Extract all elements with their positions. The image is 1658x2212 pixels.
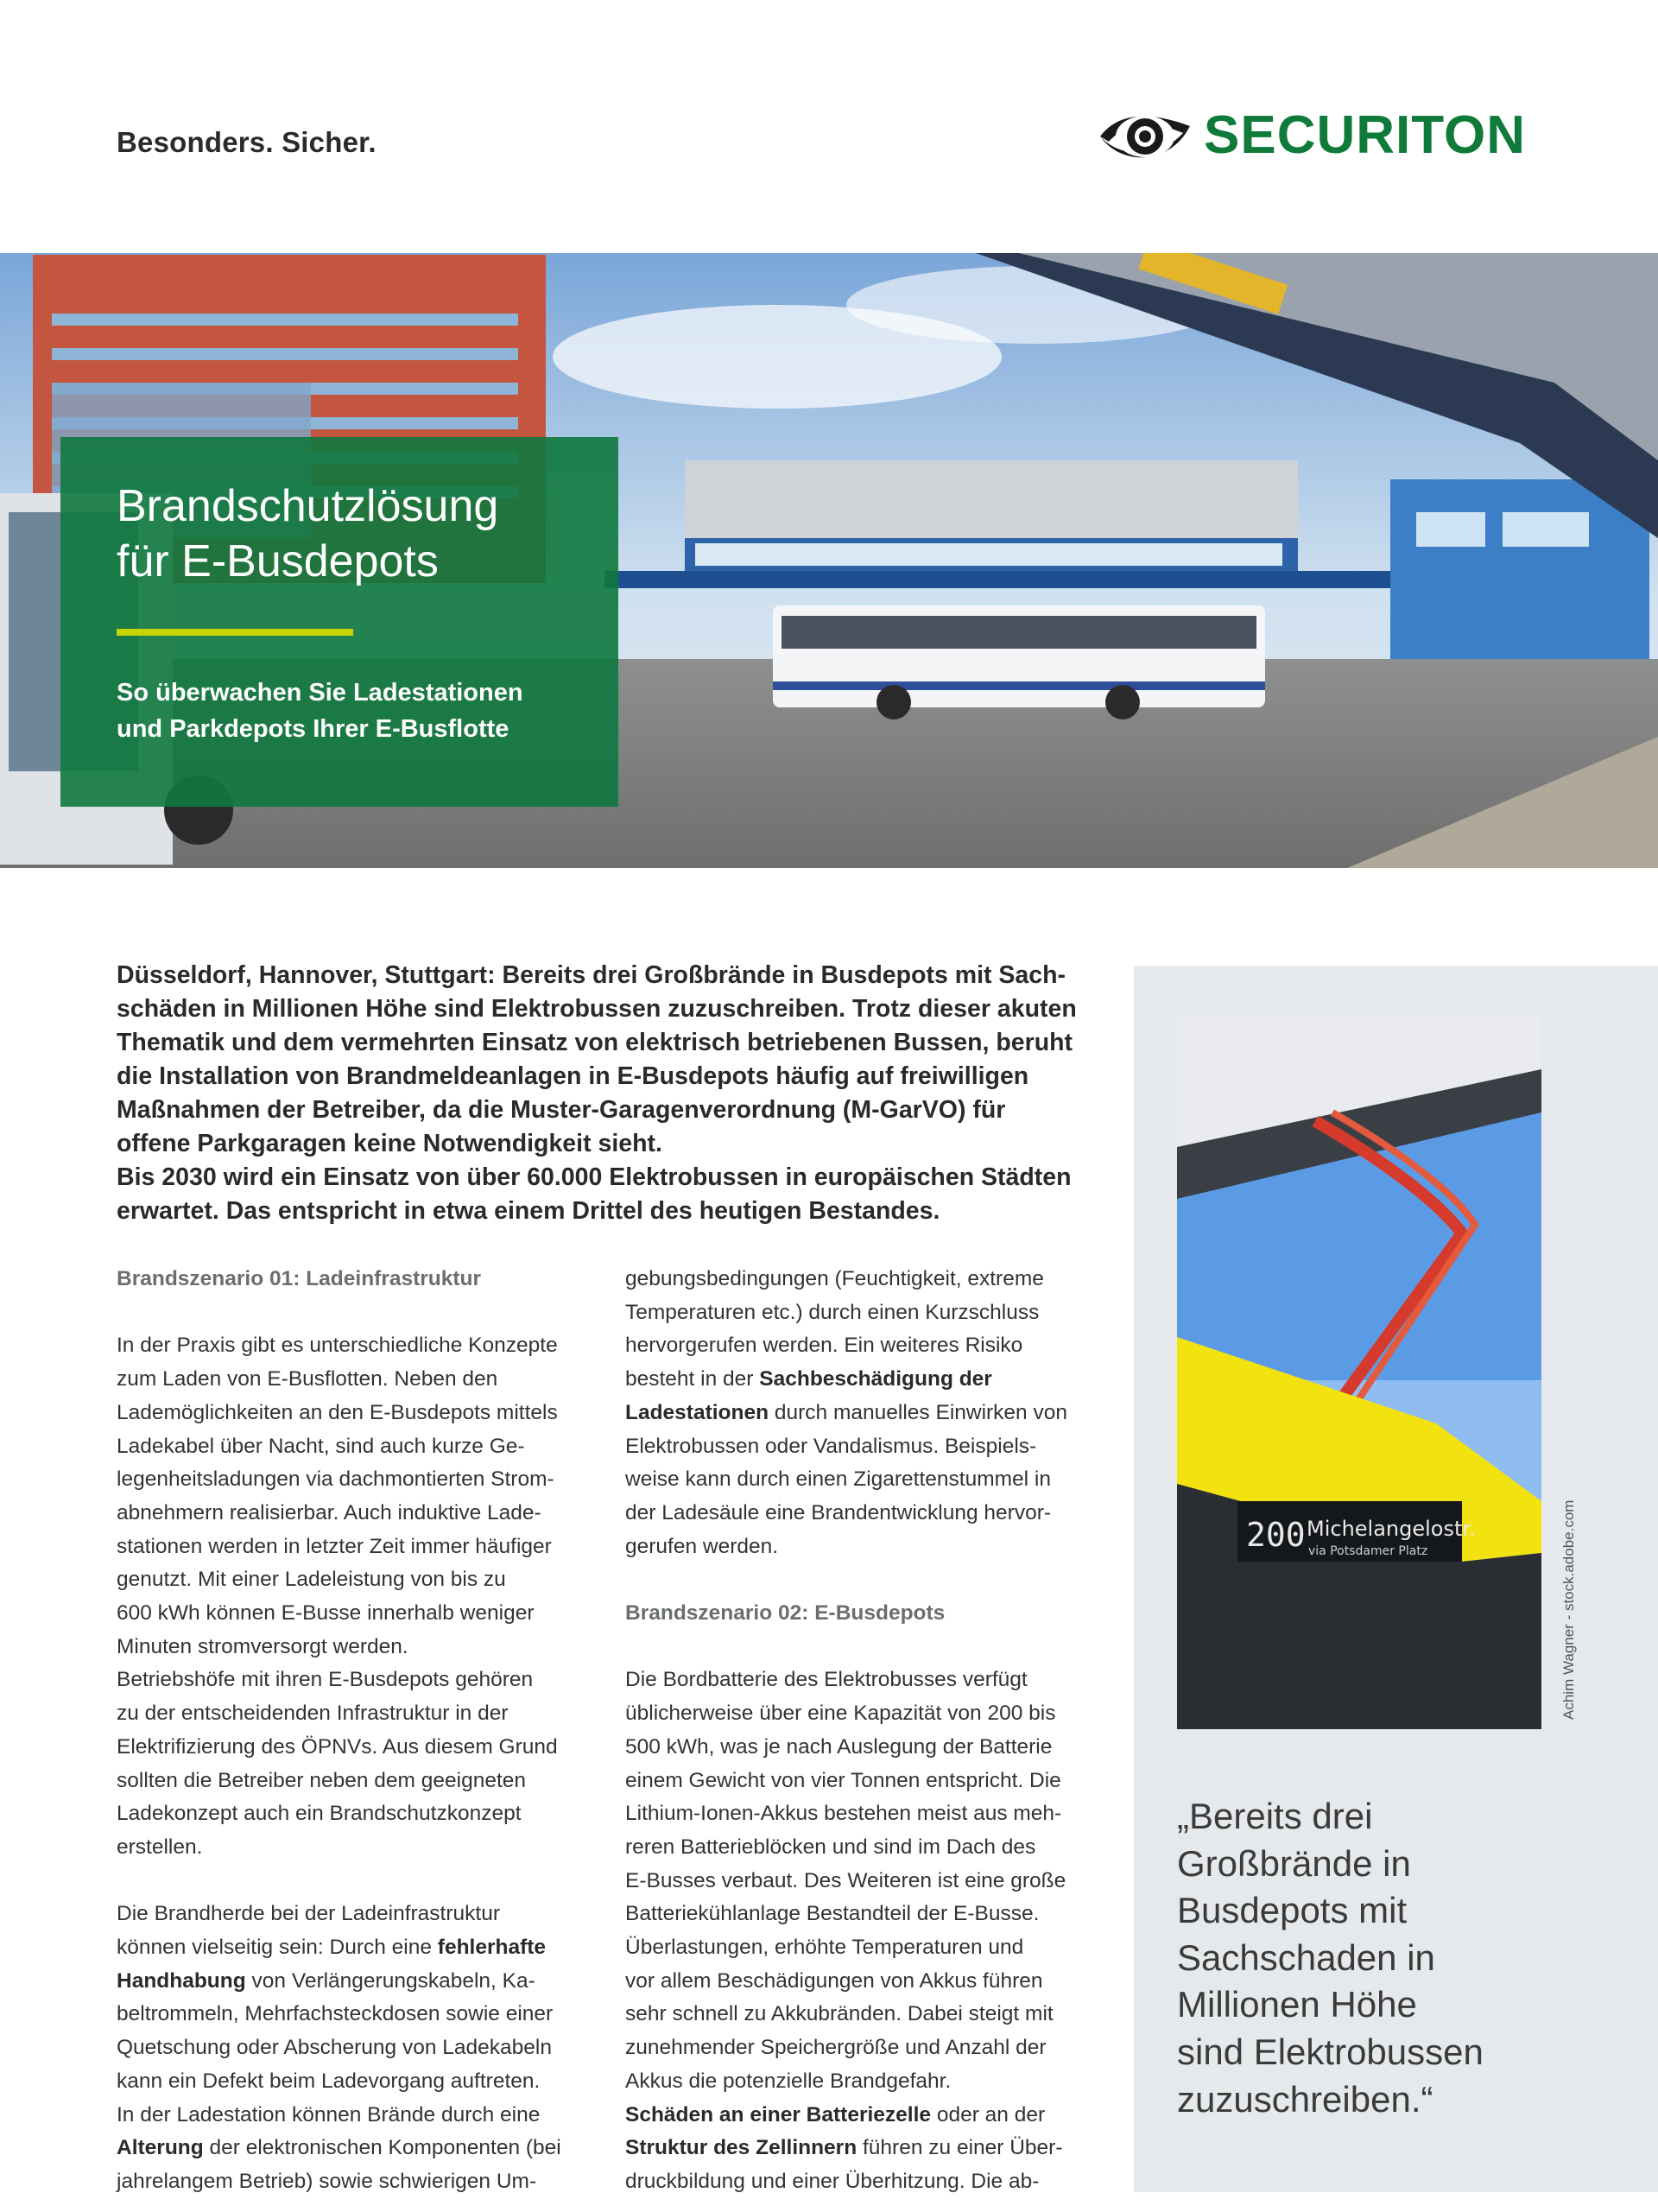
logo-wordmark: SECURITON — [1204, 105, 1527, 165]
body-line: Betriebshöfe mit ihren E-Busdepots gehören — [117, 1668, 534, 1692]
body-line: reren Batterieblöcken und sind im Dach des — [625, 1835, 1036, 1859]
body-line: Temperaturen etc.) durch einen Kurzschluss — [625, 1300, 1040, 1324]
body-line: Überlastungen, erhöhte Temperaturen und — [625, 1936, 1024, 1960]
quote-line: Busdepots mit — [1177, 1890, 1408, 1931]
body-line: weise kann durch einen Zigarettenstummel in — [625, 1467, 1051, 1492]
left-column — [117, 1263, 600, 2199]
intro-line: offene Parkgaragen keine Notwendigkeit sieht. — [117, 1130, 662, 1157]
quote-line: Millionen Höhe — [1177, 1984, 1417, 2025]
emphasis-text: Handhabung — [117, 1968, 246, 1993]
quote-line: Großbrände in — [1177, 1842, 1411, 1884]
body-line: In der Ladestation können Brände durch eine — [117, 2102, 541, 2126]
intro-line: Düsseldorf, Hannover, Stuttgart: Bereits drei Großbrände in Busdepots mit Sach- — [117, 961, 1066, 989]
body-line — [117, 1931, 600, 1965]
body-line: 600 kWh können E-Busse innerhalb weniger — [117, 1601, 535, 1626]
intro-line: schäden in Millionen Höhe sind Elektrobussen zuzuschreiben. Trotz dieser akuten — [117, 995, 1077, 1023]
body-text: besteht in der — [625, 1367, 760, 1391]
right-column — [625, 1263, 1109, 2199]
emphasis-text: Sachbeschädigung der — [759, 1367, 992, 1391]
body-line: E-Busses verbaut. Des Weiteren ist eine große — [625, 1868, 1066, 1892]
body-line: legenheitsladungen via dachmontierten Strom- — [117, 1467, 554, 1492]
spacer — [625, 1563, 1109, 1597]
body-line: Elektrifizierung des ÖPNVs. Aus diesem Grund — [117, 1734, 558, 1759]
body-line: stationen werden in letzter Zeit immer häufiger — [117, 1534, 552, 1558]
body-line: Batteriekühlanlage Bestandteil der E-Busse. — [625, 1902, 1040, 1926]
body-text: können vielseitig sein: Durch eine — [117, 1936, 438, 1960]
sign-number: 200 — [1246, 1516, 1306, 1554]
body-line: der Ladesäule eine Brandentwicklung hervor- — [625, 1500, 1052, 1524]
body-text: der elektronischen Komponenten (bei — [203, 2136, 561, 2160]
section-heading: Brandszenario 01: Ladeinfrastruktur — [117, 1267, 482, 1290]
quote-line: Sachschaden in — [1177, 1936, 1435, 1978]
charging-pantograph-photo — [1177, 1017, 1541, 1729]
accent-bar — [117, 629, 353, 636]
body-line: kann ein Defekt beim Ladevorgang auftreten. — [117, 2069, 541, 2093]
hero-title — [117, 479, 600, 589]
body-line: gebungsbedingungen (Feuchtigkeit, extreme — [625, 1267, 1044, 1290]
body-text: oder an der — [931, 2102, 1046, 2126]
body-line: Minuten stromversorgt werden. — [117, 1634, 408, 1658]
body-line — [625, 2132, 1109, 2165]
body-line: zum Laden von E-Busflotten. Neben den — [117, 1367, 498, 1391]
body-line — [625, 2099, 1109, 2133]
body-text: durch manuelles Einwirken von — [769, 1400, 1067, 1424]
body-line: Die Bordbatterie des Elektrobusses verfügt — [625, 1668, 1028, 1692]
body-line: 500 kWh, was je nach Auslegung der Batterie — [625, 1734, 1053, 1759]
emphasis-text: Schäden an einer Batteriezelle — [625, 2102, 932, 2126]
intro-line: erwartet. Das entspricht in etwa einem Drittel des heutigen Bestandes. — [117, 1197, 940, 1225]
body-line: druckbildung und einer Überhitzung. Die ab- — [625, 2169, 1040, 2193]
eye-icon — [1097, 107, 1193, 164]
quote-line: sind Elektrobussen — [1177, 2031, 1484, 2072]
spacer — [117, 1865, 600, 1898]
body-line — [117, 1965, 600, 1999]
emphasis-text: Ladestationen — [625, 1400, 769, 1424]
hero-subtitle-line: und Parkdepots Ihrer E-Busflotte — [117, 715, 509, 743]
body-line: Ladekabel über Nacht, sind auch kurze Ge- — [117, 1434, 525, 1458]
spacer — [625, 1631, 1109, 1664]
photo-credit: Achim Wagner - stock.adobe.com — [1560, 1499, 1577, 1720]
body-line: jahrelangem Betrieb) sowie schwierigen Um- — [117, 2169, 537, 2193]
body-line: Akkus die potenzielle Brandgefahr. — [625, 2069, 952, 2093]
body-line: zu der entscheidenden Infrastruktur in der — [117, 1702, 509, 1726]
pull-quote — [1177, 1793, 1626, 2123]
body-line — [117, 2132, 600, 2165]
body-line: hervorgerufen werden. Ein weiteres Risiko — [625, 1334, 1023, 1358]
hero-title-line: Brandschutzlösung — [117, 481, 499, 531]
emphasis-text: fehlerhafte — [437, 1936, 547, 1960]
body-line: beltrommeln, Mehrfachsteckdosen sowie einer — [117, 2002, 554, 2026]
body-line: Elektrobussen oder Vandalismus. Beispiels- — [625, 1434, 1037, 1458]
body-line: einem Gewicht von vier Tonnen entspricht. Die — [625, 1768, 1061, 1792]
body-line: abnehmern realisierbar. Auch induktive Lade- — [117, 1500, 541, 1524]
body-line: sollten die Betreiber neben dem geeigneten — [117, 1768, 527, 1792]
emphasis-text: Alterung — [117, 2136, 204, 2160]
body-line: üblicherweise über eine Kapazität von 200 bis — [625, 1702, 1056, 1726]
intro-line: Thematik und dem vermehrten Einsatz von elektrisch betriebenen Bussen, beruht — [117, 1029, 1073, 1056]
body-line: zunehmender Speichergröße und Anzahl der — [625, 2036, 1047, 2060]
quote-line: „Bereits drei — [1177, 1796, 1373, 1836]
hero-subtitle-line: So überwachen Sie Ladestationen — [117, 679, 523, 707]
body-text: von Verlängerungskabeln, Ka- — [245, 1968, 535, 1993]
body-line: Ladekonzept auch ein Brandschutzkonzept — [117, 1802, 522, 1826]
body-line: gerufen werden. — [625, 1534, 779, 1558]
intro-line: Bis 2030 wird ein Einsatz von über 60.000 Elektrobussen in europäischen Städten — [117, 1163, 1072, 1191]
body-line: Quetschung oder Abscherung von Ladekabeln — [117, 2036, 552, 2060]
quote-line: zuzuschreiben.“ — [1177, 2078, 1433, 2120]
sidebar-panel — [1134, 966, 1658, 2192]
body-line: sehr schnell zu Akkubränden. Dabei steigt mit — [625, 2002, 1054, 2026]
body-line: vor allem Beschädigungen von Akkus führen — [625, 1968, 1043, 1993]
body-line: Lademöglichkeiten an den E-Busdepots mittels — [117, 1400, 558, 1424]
intro-line: Maßnahmen der Betreiber, da die Muster-Garagenverordnung (M-GarVO) für — [117, 1096, 1006, 1124]
emphasis-text: Struktur des Zellinnern — [625, 2136, 857, 2160]
intro-line: die Installation von Brandmeldeanlagen in E-Busdepots häufig auf freiwilligen — [117, 1062, 1029, 1090]
body-line: Die Brandherde bei der Ladeinfrastruktur — [117, 1902, 500, 1926]
securiton-logo[interactable] — [1097, 105, 1526, 166]
body-line — [625, 1397, 1109, 1430]
body-text: führen zu einer Über- — [857, 2136, 1063, 2160]
intro-paragraph — [117, 959, 1092, 1228]
body-line — [625, 1363, 1109, 1397]
sign-via: via Potsdamer Platz — [1308, 1544, 1428, 1558]
body-line: genutzt. Mit einer Ladeleistung von bis zu — [117, 1568, 506, 1592]
body-line: In der Praxis gibt es unterschiedliche Konzepte — [117, 1334, 558, 1358]
pantograph-illustration — [1177, 1017, 1541, 1729]
section-heading: Brandszenario 02: E-Busdepots — [625, 1601, 946, 1626]
hero-subtitle — [117, 675, 600, 747]
hero-title-box — [60, 437, 618, 807]
hero-banner — [0, 253, 1658, 868]
body-line: Lithium-Ionen-Akkus bestehen meist aus meh- — [625, 1802, 1062, 1826]
tagline: Besonders. Sicher. — [117, 126, 377, 158]
body-line: erstellen. — [117, 1835, 203, 1859]
sign-destination: Michelangelostr. — [1307, 1517, 1476, 1541]
hero-title-line: für E-Busdepots — [117, 536, 439, 586]
spacer — [117, 1296, 600, 1330]
